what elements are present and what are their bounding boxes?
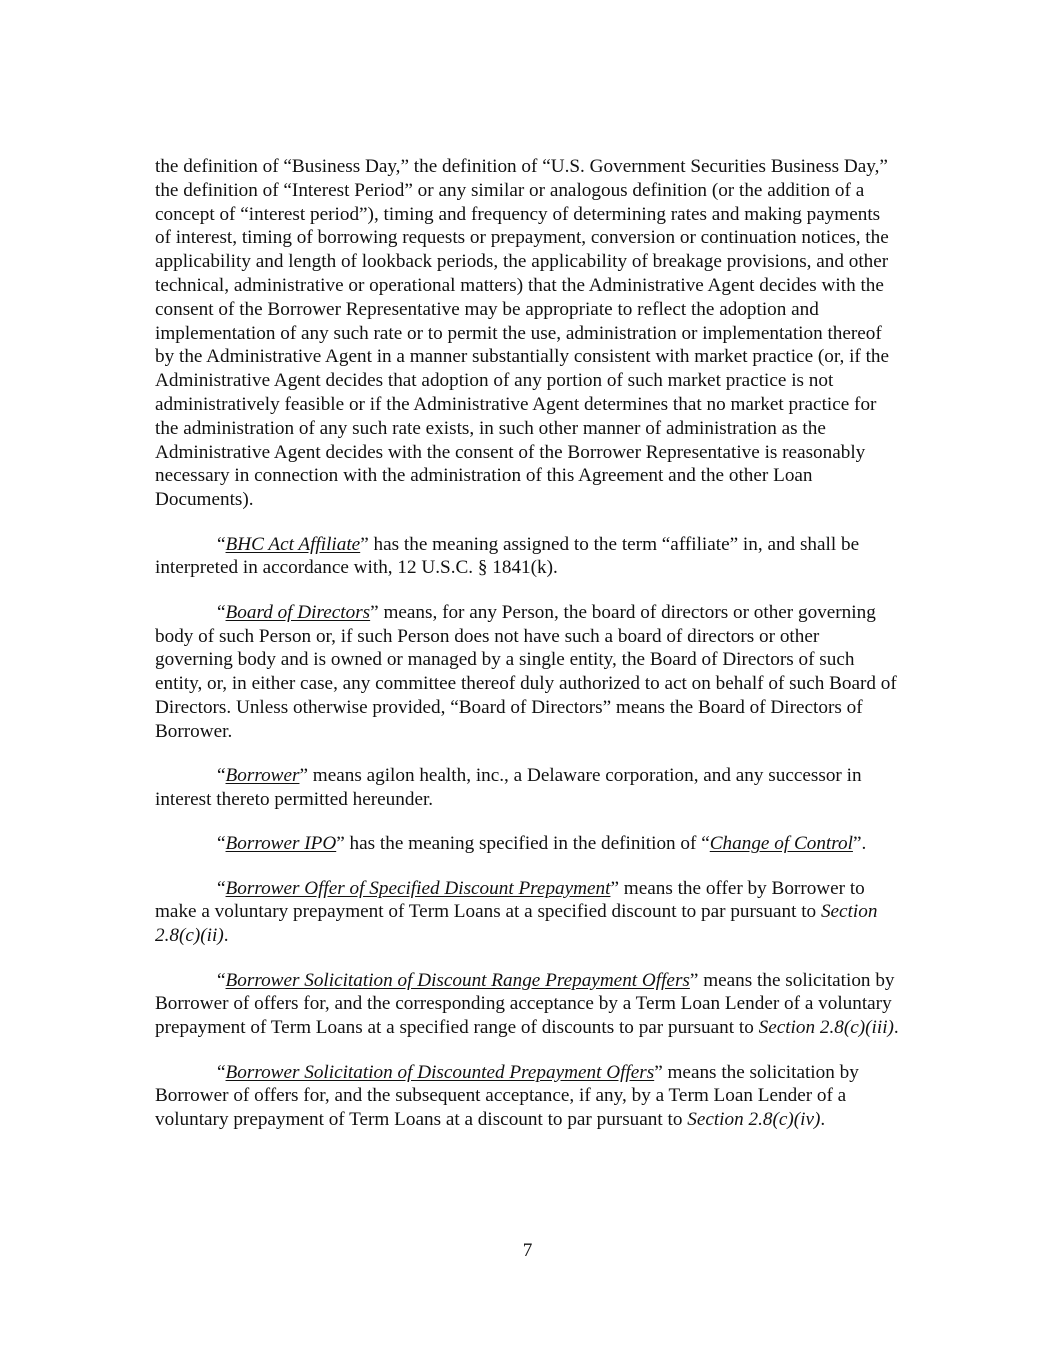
definition-text: ” means agilon health, inc., a Delaware corporation, and any successor in interest thereto permitted hereunder. [155, 765, 862, 810]
open-quote: “ [217, 833, 226, 855]
definition-borrower-solicitation-of-discount-range-prepayment-offers [155, 969, 900, 1040]
cross-reference-term: Change of Control [709, 833, 853, 855]
definition-text: ” means, for any Person, the board of directors or other governing body of such Person or, if such Person does not have such a board of directors or other governing body and is owned or managed by a single entity, the Board of Directors of such entity, or, in either case, any committee thereof duly authorized to act on behalf of such Board of Directors. Unless otherwise provided, “Board of Directors” means the Board of Directors of Borrower. [155, 601, 897, 742]
open-quote: “ [217, 877, 226, 899]
definition-bhc-act-affiliate [155, 533, 900, 581]
definition-tail: . [820, 1109, 826, 1131]
definition-text: ” has the meaning assigned to the term “affiliate” in, and shall be interpreted in accordance with, 12 U.S.C. § 1841(k). [155, 533, 860, 579]
definition-board-of-directors [155, 601, 900, 744]
defined-term: Borrower IPO [225, 833, 337, 855]
defined-term: Borrower [225, 765, 300, 787]
section-reference: Section 2.8(c)(iii) [758, 1017, 894, 1039]
defined-term: Board of Directors [225, 601, 371, 623]
defined-term: Borrower Solicitation of Discount Range Prepayment Offers [225, 969, 690, 991]
section-reference: Section 2.8(c)(ii) [155, 901, 878, 947]
open-quote: “ [217, 533, 226, 555]
open-quote: “ [217, 1061, 226, 1083]
intro-paragraph: the definition of “Business Day,” the definition of “U.S. Government Securities Business Day,” the definition of “Interest Period” or any similar or analogous definition (or the addition of a concept of “interest period”), timing and frequency of determining rates and making payments of interest, timing of borrowing requests or prepayment, conversion or continuation notices, the applicability and length of lookback periods, the applicability of breakage provisions, and other technical, administrative or operational matters) that the Administrative Agent decides with the consent of the Borrower Representative may be appropriate to reflect the adoption and implementation of any such rate or to permit the use, administration or implementation thereof by the Administrative Agent in a manner substantially consistent with market practice (or, if the Administrative Agent decides that adoption of any portion of such market practice is not administratively feasible or if the Administrative Agent determines that no market practice for the administration of any such rate exists, in such other manner of administration as the Administrative Agent decides with the consent of the Borrower Representative is reasonably necessary in connection with the administration of this Agreement and the other Loan Documents). [155, 156, 890, 511]
definition-borrower [155, 764, 900, 812]
open-quote: “ [217, 969, 226, 991]
open-quote: “ [217, 765, 226, 787]
definition-tail: . [223, 925, 229, 947]
document-page [155, 155, 900, 1153]
definition-borrower-offer-of-specified-discount-prepayment [155, 877, 900, 948]
defined-term: BHC Act Affiliate [225, 533, 361, 555]
section-reference: Section 2.8(c)(iv) [687, 1109, 821, 1131]
definition-tail: . [893, 1017, 899, 1039]
definition-text: ” means the offer by Borrower to make a voluntary prepayment of Term Loans at a specified discount to par pursuant to [155, 877, 865, 923]
definition-text: ” means the solicitation by Borrower of offers for, and the corresponding acceptance by a Term Loan Lender of a voluntary prepayment of Term Loans at a specified range of discounts to par pursuant to [155, 969, 895, 1039]
definition-text: ” has the meaning specified in the definition of “ [336, 833, 710, 855]
defined-term: Borrower Solicitation of Discounted Prepayment Offers [225, 1061, 655, 1083]
definition-text: ” means the solicitation by Borrower of offers for, and the subsequent acceptance, if any, by a Term Loan Lender of a voluntary prepayment of Term Loans at a discount to par pursuant to [155, 1061, 859, 1131]
definition-tail: ”. [852, 833, 867, 855]
definition-borrower-solicitation-of-discounted-prepayment-offers [155, 1061, 900, 1132]
definition-borrower-ipo [155, 832, 900, 856]
defined-term: Borrower Offer of Specified Discount Prepayment [225, 877, 611, 899]
open-quote: “ [217, 601, 226, 623]
page-number: 7 [522, 1240, 533, 1261]
